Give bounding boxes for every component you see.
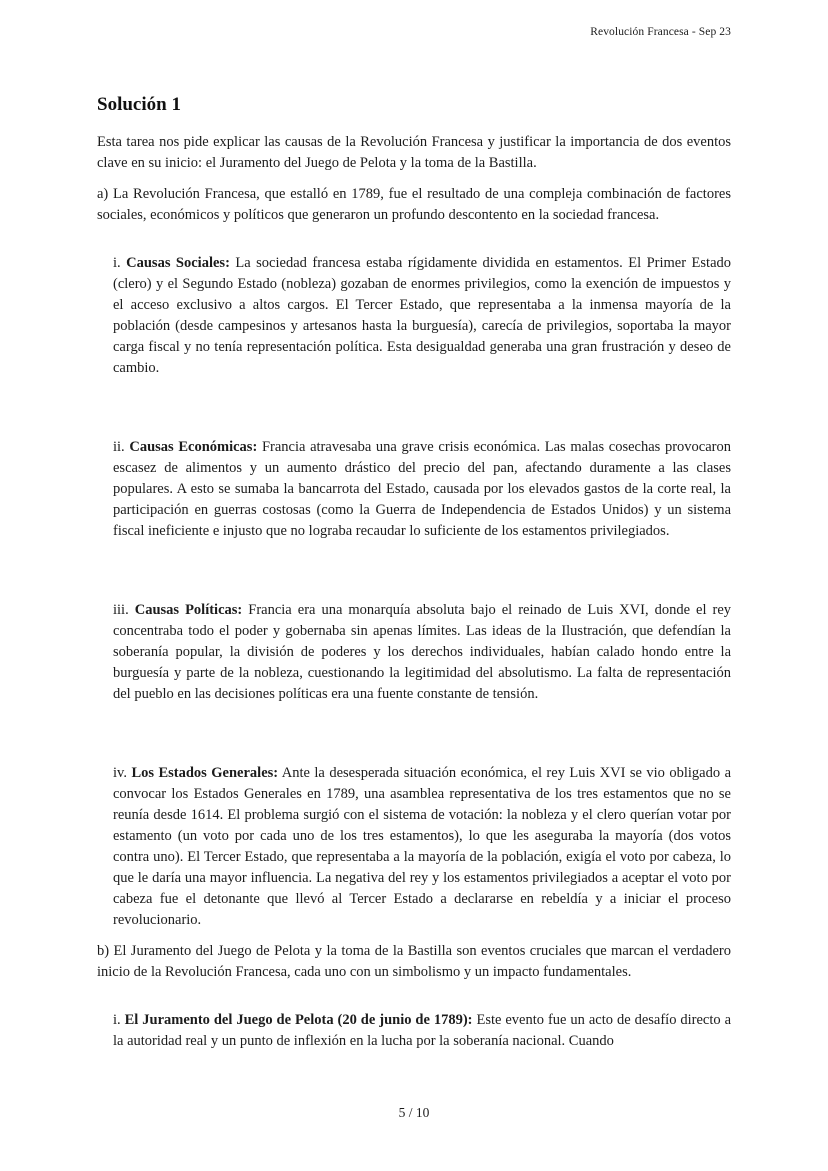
list-item-causas-politicas <box>113 600 731 705</box>
item-number: i. <box>113 1012 121 1028</box>
running-header: Revolución Francesa - Sep 23 <box>590 26 731 38</box>
item-number: iv. <box>113 765 127 781</box>
section-b-paragraph: b) El Juramento del Juego de Pelota y la toma de la Bastilla son eventos cruciales que marcan el verdadero inicio de la Revolución Francesa, cada uno con un simbolismo y un impacto fundamentales. <box>97 943 731 980</box>
item-text: Francia era una monarquía absoluta bajo el reinado de Luis XVI, donde el rey concentraba todo el poder y gobernaba sin apenas límites. Las ideas de la Ilustración, que defendían la soberanía popular, la división de poderes y los derechos individuales, habían calado hondo entre la burguesía y parte de la nobleza, cuestionando la legitimidad del absolutismo. La falta de representación del pueblo en las decisiones políticas era una fuente constante de tensión. <box>113 602 732 702</box>
page-number: 5 / 10 <box>398 1105 430 1120</box>
page-content <box>97 0 731 1062</box>
list-item-causas-economicas <box>113 437 731 542</box>
list-item-estados-generales <box>113 763 731 931</box>
item-label: Causas Políticas: <box>134 602 243 618</box>
list-item-juramento <box>113 1010 731 1052</box>
section-a-paragraph: a) La Revolución Francesa, que estalló en 1789, fue el resultado de una compleja combinación de factores sociales, económicos y políticos que generaron un profundo descontento en la sociedad francesa. <box>97 186 731 223</box>
list-item-causas-sociales <box>113 253 731 379</box>
page-title: Solución 1 <box>97 94 181 115</box>
item-number: ii. <box>113 439 125 455</box>
item-text: La sociedad francesa estaba rígidamente dividida en estamentos. El Primer Estado (clero) y el Segundo Estado (nobleza) gozaban de enormes privilegios, como la exención de impuestos y el acceso exclusivo a altos cargos. El Tercer Estado, que representaba a la inmensa mayoría de la población (desde campesinos y artesanos hasta la burguesía), carecía de privilegios, soportaba la mayor carga fiscal y no tenía representación política. Esta desigualdad generaba una gran frustración y deseo de cambio. <box>113 255 732 376</box>
item-label: El Juramento del Juego de Pelota (20 de junio de 1789): <box>124 1012 473 1028</box>
section-b-list <box>97 1010 731 1052</box>
section-a-list <box>97 253 731 931</box>
intro-paragraph: Esta tarea nos pide explicar las causas de la Revolución Francesa y justificar la importancia de dos eventos clave en su inicio: el Juramento del Juego de Pelota y la toma de la Bastilla. <box>97 134 731 171</box>
item-label: Los Estados Generales: <box>131 765 279 781</box>
item-text: Este evento fue un acto de desafío directo a la autoridad real y un punto de inflexión en la lucha por la soberanía nacional. Cuando <box>113 1012 732 1049</box>
item-label: Causas Sociales: <box>126 255 230 271</box>
item-text: Francia atravesaba una grave crisis económica. Las malas cosechas provocaron escasez de alimentos y un aumento drástico del precio del pan, afectando duramente a las clases populares. A esto se sumaba la bancarrota del Estado, causada por los elevados gastos de la corte real, la participación en guerras costosas (como la Guerra de Independencia de Estados Unidos) y un sistema fiscal ineficiente e injusto que no lograba recaudar lo suficiente de los estamentos privilegiados. <box>113 439 732 539</box>
item-number: iii. <box>113 602 129 618</box>
item-label: Causas Económicas: <box>129 439 258 455</box>
item-text: Ante la desesperada situación económica, el rey Luis XVI se vio obligado a convocar los Estados Generales en 1789, una asamblea representativa de los tres estamentos que no se reunía desde 1614. El problema surgió con el sistema de votación: la nobleza y el clero querían votar por estamento (un voto por cada uno de los tres estamentos), lo que les aseguraba la mayoría (dos votos contra uno). El Tercer Estado, que representaba a la mayoría de la población, exigía el voto por cabeza, lo que le daría una mayor influencia. La negativa del rey y los estamentos privilegiados a aceptar el voto por cabeza fue el detonante que llevó al Tercer Estado a declararse en rebeldía y a iniciar el proceso revolucionario. <box>113 765 732 928</box>
item-number: i. <box>113 255 121 271</box>
